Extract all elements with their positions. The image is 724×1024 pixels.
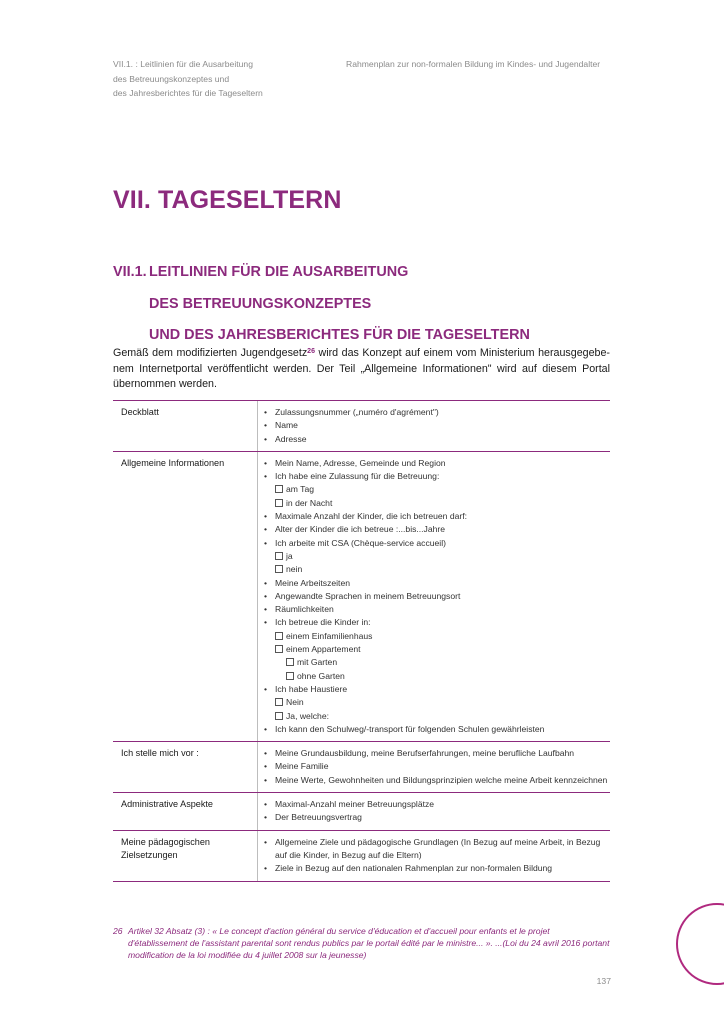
bullet-item (264, 603, 610, 616)
checkbox-icon (275, 485, 283, 493)
bullet-item (264, 470, 610, 483)
checkbox-option (264, 670, 610, 683)
bullet-item (264, 523, 610, 536)
item-text: Ja, welche: (286, 710, 329, 721)
running-header-left-line: des Betreuungskonzeptes und (113, 73, 230, 84)
item-text: Der Betreuungsvertrag (275, 812, 362, 823)
running-header-right: Rahmenplan zur non-formalen Bildung im Kindes- und Jugendalter (346, 59, 601, 69)
item-text: Maximal-Anzahl meiner Betreuungsplätze (275, 799, 435, 810)
bullet-item (264, 836, 610, 863)
bullet-item (264, 862, 610, 875)
item-text: ja (286, 550, 293, 561)
page-number: 137 (596, 976, 611, 986)
checkbox-icon (275, 565, 283, 573)
footnote (113, 925, 610, 962)
bullet-item (264, 616, 610, 629)
bullet-item (264, 774, 610, 787)
item-text: in der Nacht (286, 497, 333, 508)
item-text: Ich habe Haustiere (275, 683, 348, 694)
checkbox-option (264, 550, 610, 563)
item-text: ohne Garten (297, 670, 345, 681)
bullet-item (264, 537, 610, 550)
item-text: Alter der Kinder die ich betreue :...bis...Jahre (275, 524, 446, 535)
item-text: mit Garten (297, 657, 338, 668)
chapter-title: VII. TAGESELTERN (113, 186, 342, 214)
bullet-item (264, 590, 610, 603)
item-text: Räumlichkeiten (275, 604, 334, 615)
row-content (258, 452, 610, 741)
item-text: Angewandte Sprachen in meinem Betreuungsort (275, 590, 461, 601)
checkbox-icon (275, 645, 283, 653)
table-row (113, 793, 610, 831)
checkbox-option (264, 563, 610, 576)
footnote-number: 26 (113, 926, 123, 936)
section-number: VII.1. (113, 264, 147, 280)
row-label: Administrative Aspekte (113, 793, 258, 830)
checkbox-icon (275, 698, 283, 706)
table-row (113, 831, 610, 882)
checkbox-icon (275, 632, 283, 640)
checkbox-icon (275, 499, 283, 507)
running-header-left-line: des Jahresberichtes für die Tageseltern (113, 88, 263, 99)
row-label: Deckblatt (113, 401, 258, 451)
checkbox-option (264, 630, 610, 643)
footnote-reference[interactable]: 26 (307, 348, 315, 355)
table-row (113, 452, 610, 742)
table-row (113, 401, 610, 452)
bullet-item (264, 811, 610, 824)
item-text: Meine Arbeitszeiten (275, 577, 350, 588)
bullet-item (264, 433, 610, 446)
intro-text: Gemäß dem modifizierten Jugendgesetz (113, 347, 308, 359)
checkbox-icon (286, 658, 294, 666)
row-label: Meine pädagogischen Zielsetzungen (113, 831, 258, 881)
intro-paragraph (113, 346, 610, 393)
section-title-line: DES BETREUUNGSKONZEPTES (149, 295, 372, 312)
bullet-item (264, 683, 610, 696)
table-row (113, 742, 610, 793)
bullet-item (264, 723, 610, 736)
item-text: Mein Name, Adresse, Gemeinde und Region (275, 457, 446, 468)
item-text: Ich habe eine Zulassung für die Betreuung: (275, 471, 440, 482)
checkbox-icon (275, 712, 283, 720)
section-title-line: LEITLINIEN FÜR DIE AUSARBEITUNG (149, 264, 409, 280)
item-text: Zulassungsnummer („numéro d'agrément") (275, 407, 439, 417)
decorative-circle (676, 903, 724, 985)
checkbox-option (264, 696, 610, 709)
item-text: einem Einfamilienhaus (286, 630, 373, 641)
section-title-line: UND DES JAHRESBERICHTES FÜR DIE TAGESELTERN (149, 327, 530, 343)
row-label: Allgemeine Informationen (113, 452, 258, 741)
checkbox-option (264, 710, 610, 723)
item-text: Nein (286, 697, 304, 708)
item-text: Ziele in Bezug auf den nationalen Rahmenplan zur non-formalen Bildung (275, 863, 553, 874)
item-text: einem Appartement (286, 644, 361, 655)
item-text: Meine Werte, Gewohnheiten und Bildungsprinzipien welche meine Arbeit kennzeichnen (275, 774, 608, 785)
checkbox-option (264, 656, 610, 669)
bullet-item (264, 510, 610, 523)
item-text: Ich arbeite mit CSA (Chèque-service accueil) (275, 537, 446, 548)
checkbox-option (264, 497, 610, 510)
running-header-left (113, 57, 313, 101)
running-header-left-line: VII.1. : Leitlinien für die Ausarbeitung (113, 59, 253, 69)
intro-text: wird das Konzept auf einem vom Ministerium herausgegebe-nem Internetportal veröffentlicht werden. Der Teil „Allgemeine Informationen" wird auf diesem Portal übernommen werden. (113, 347, 610, 390)
item-text: Adresse (275, 433, 307, 444)
row-content (258, 742, 610, 792)
row-content (258, 793, 610, 830)
item-text: nein (286, 564, 303, 575)
concept-table (113, 400, 610, 882)
bullet-item (264, 760, 610, 773)
item-text: Ich betreue die Kinder in: (275, 617, 371, 628)
bullet-item (264, 419, 610, 432)
bullet-item (264, 798, 610, 811)
checkbox-icon (286, 672, 294, 680)
item-text: Meine Familie (275, 761, 329, 772)
section-title (113, 257, 530, 352)
item-text: Meine Grundausbildung, meine Berufserfahrungen, meine berufliche Laufbahn (275, 748, 575, 759)
bullet-item (264, 457, 610, 470)
row-content (258, 831, 610, 881)
checkbox-icon (275, 552, 283, 560)
footnote-text: Artikel 32 Absatz (3) : « Le concept d'action général du service d'éducation et d'accueil pour enfants et le projet d'établissement de l'assistant parental sont rendus publics par le portail édité par le ministre... ». ...(Loi du 24 avril 2016 portant modification de la loi modifiée du 4 juillet 2008 sur la jeunesse) (128, 926, 610, 961)
item-text: Name (275, 420, 298, 431)
row-label: Ich stelle mich vor : (113, 742, 258, 792)
bullet-item (264, 406, 610, 419)
item-text: Ich kann den Schulweg/-transport für folgenden Schulen gewährleisten (275, 723, 545, 734)
item-text: Allgemeine Ziele und pädagogische Grundlagen (In Bezug auf meine Arbeit, in Bezug auf die Kinder, in Bezug auf die Eltern) (275, 836, 601, 860)
checkbox-option (264, 643, 610, 656)
item-text: Maximale Anzahl der Kinder, die ich betreuen darf: (275, 511, 468, 522)
row-content (258, 401, 610, 451)
bullet-item (264, 747, 610, 760)
bullet-item (264, 577, 610, 590)
checkbox-option (264, 483, 610, 496)
item-text: am Tag (286, 484, 315, 495)
